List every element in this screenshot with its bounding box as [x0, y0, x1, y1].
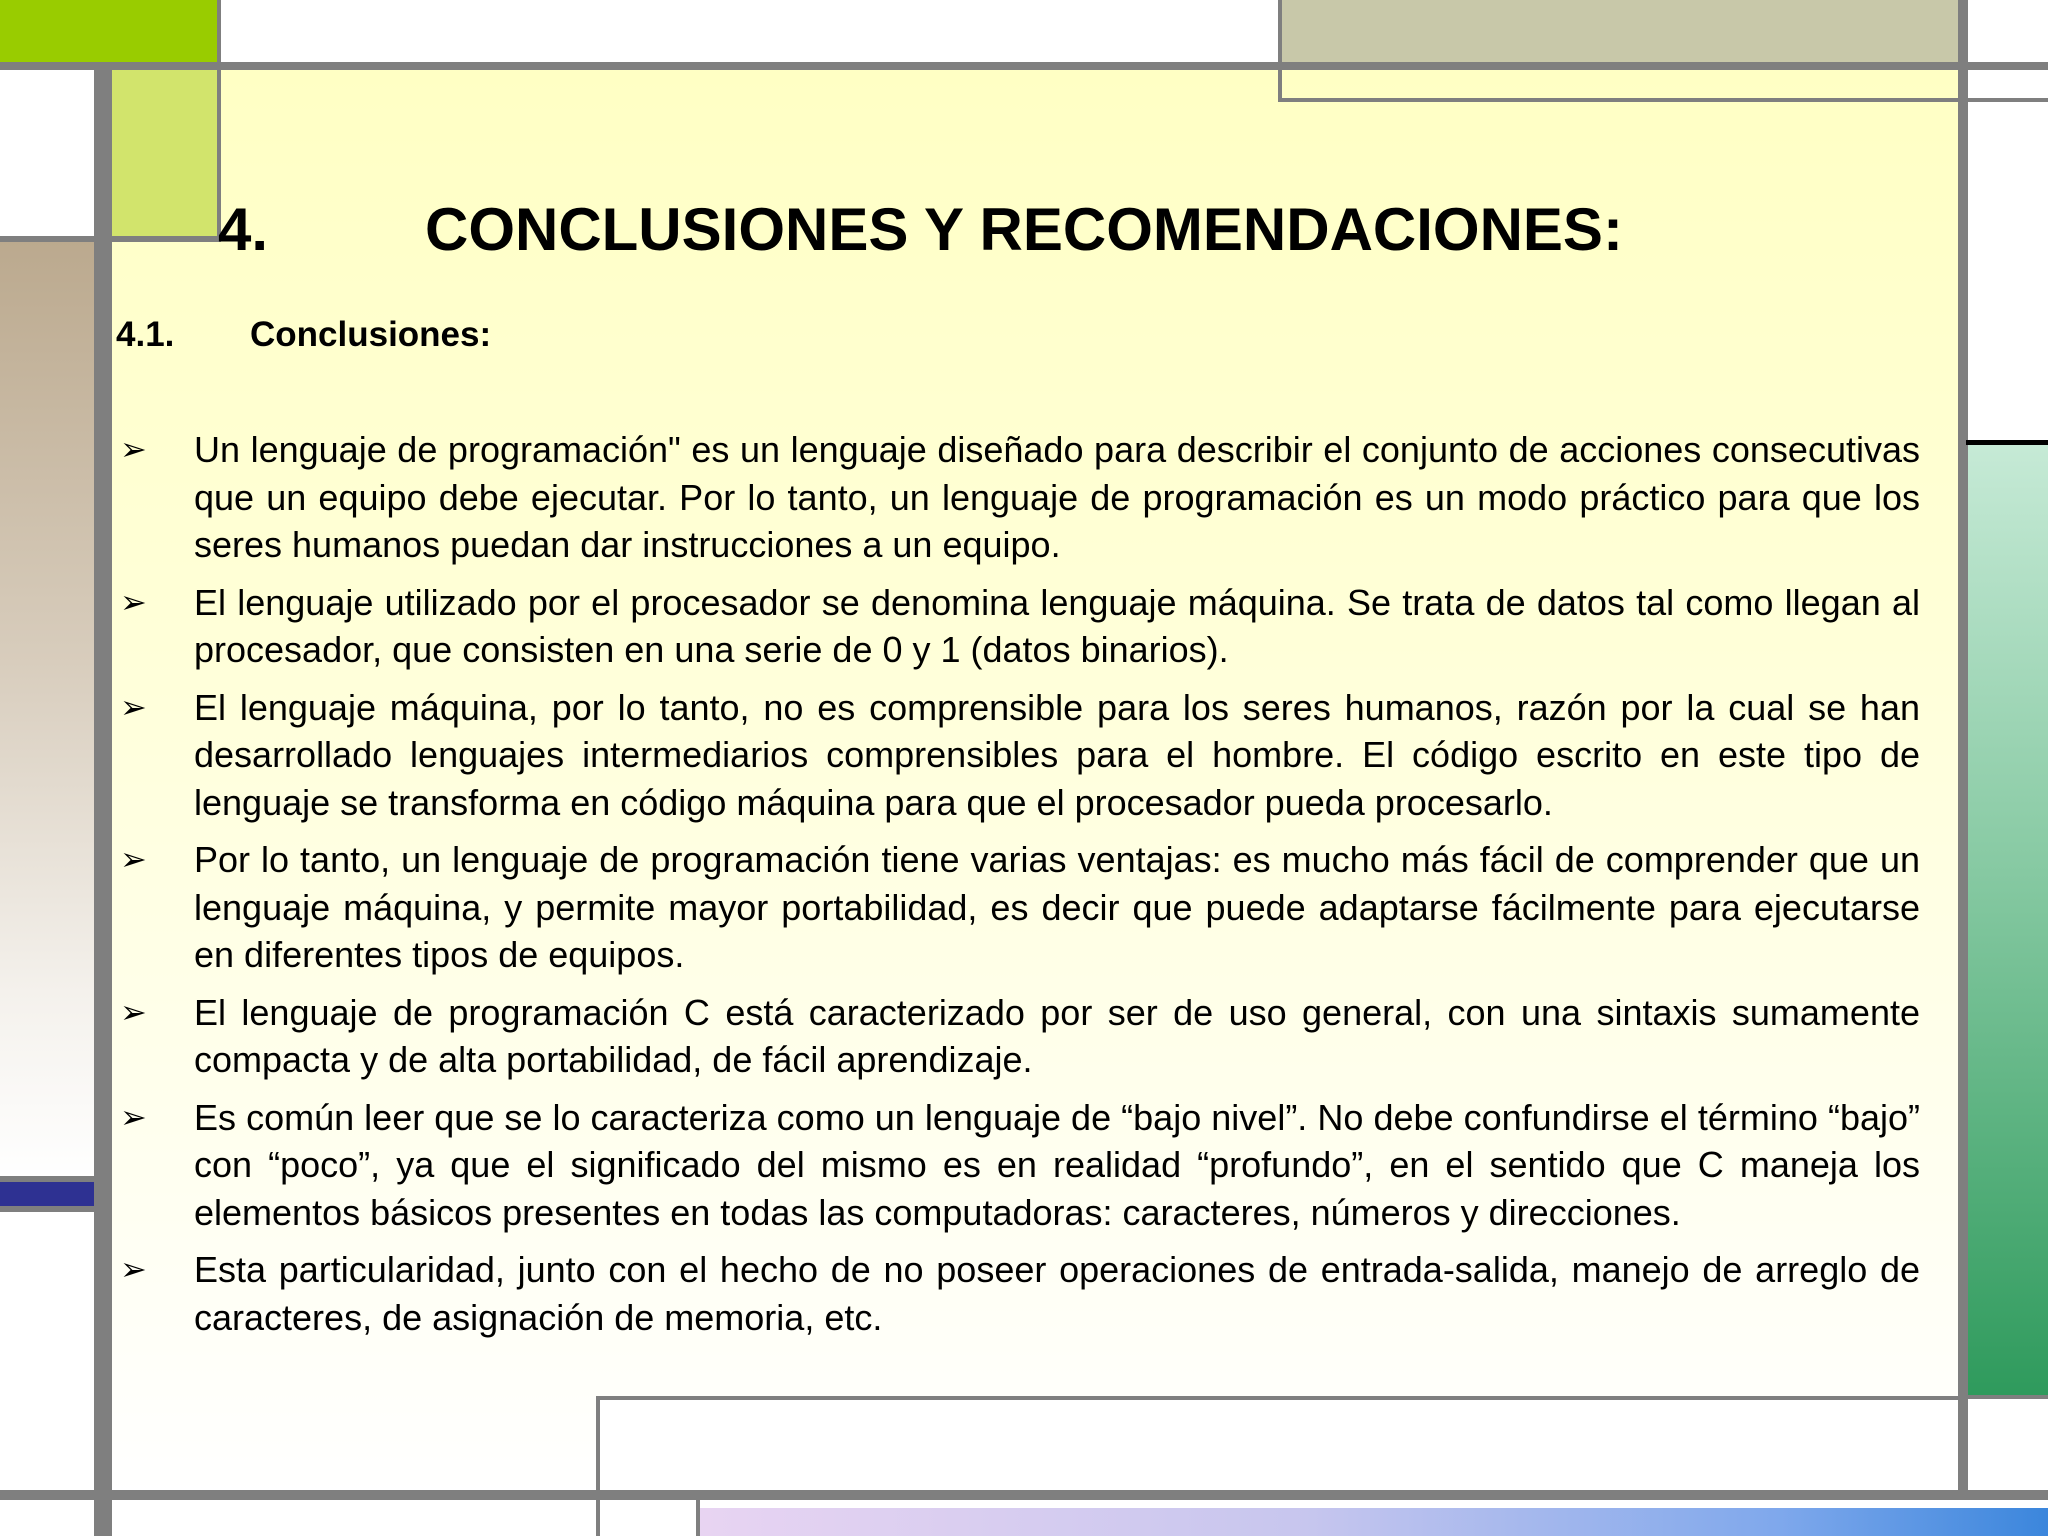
- list-item: [116, 579, 1920, 674]
- frame-line-box-left: [596, 1396, 600, 1536]
- green-gradient-strip: [1966, 444, 2048, 1398]
- list-item: [116, 426, 1920, 569]
- frame-line-right: [1958, 0, 1968, 1500]
- list-item: [116, 836, 1920, 979]
- bottom-gradient-strip: [700, 1508, 2048, 1536]
- title-number: 4.: [218, 196, 269, 263]
- lime-accent-block: [110, 68, 220, 240]
- list-item: [116, 684, 1920, 827]
- frame-line-strip-left: [696, 1498, 700, 1536]
- frame-line-blue-top: [0, 1176, 94, 1182]
- arrow-bullet-icon: ➢: [120, 1098, 147, 1135]
- arrow-bullet-icon: ➢: [120, 1251, 147, 1287]
- arrow-bullet-icon: ➢: [120, 431, 147, 467]
- frame-line-khaki-bottom: [1278, 98, 2048, 102]
- section-label: Conclusiones:: [250, 315, 492, 354]
- arrow-bullet-icon: ➢: [120, 583, 147, 620]
- arrow-bullet-icon: ➢: [120, 993, 147, 1030]
- section-heading: [116, 314, 491, 356]
- list-item: [116, 989, 1920, 1084]
- title-text: CONCLUSIONES Y RECOMENDACIONES:: [425, 196, 1623, 263]
- frame-line-green-bottom: [1966, 1395, 2048, 1399]
- bullet-text: El lenguaje de programación C está caracterizado por ser de uso general, con una sintaxis sumamente compacta y de alta portabilidad, de fácil aprendizaje.: [194, 991, 1920, 1080]
- black-divider-line: [1966, 440, 2048, 445]
- section-number: 4.1.: [116, 315, 175, 354]
- bullet-text: El lenguaje máquina, por lo tanto, no es comprensible para los seres humanos, razón por la cual se han desarrollado lenguajes intermediarios comprensibles para el hombre. El código escrito en este tipo de lenguaje se transforma en código máquina para que el procesador pueda procesarlo.: [194, 686, 1920, 823]
- list-item: [116, 1094, 1920, 1237]
- bottom-white-box: [598, 1398, 1958, 1494]
- bullet-text: Esta particularidad, junto con el hecho de no poseer operaciones de entrada-salida, manejo de arreglo de caracteres, de asignación de memoria, etc.: [194, 1249, 1920, 1338]
- frame-line-lime-bottom: [0, 236, 221, 242]
- frame-line-box-top: [596, 1396, 1960, 1400]
- slide-title: [218, 194, 1918, 266]
- bullet-text: Por lo tanto, un lenguaje de programación tiene varias ventajas: es mucho más fácil de comprender que un lenguaje máquina, y permite mayor portabilidad, es decir que puede adaptarse fácilmente para ejecutarse en diferentes tipos de equipos.: [194, 839, 1920, 975]
- khaki-top-block: [1282, 0, 1958, 66]
- frame-line-top: [0, 62, 2048, 70]
- bullet-text: Es común leer que se lo caracteriza como un lenguaje de “bajo nivel”. No debe confundirse el término “bajo” con “poco”, ya que el significado del mismo es en realidad “profundo”, en el sentido que C maneja los elementos básicos presentes en todas las computadoras: caracteres, números y direcciones.: [194, 1096, 1920, 1233]
- green-corner-block: [0, 0, 220, 66]
- list-item: [116, 1246, 1920, 1341]
- arrow-bullet-icon: ➢: [120, 841, 147, 877]
- frame-line-blue-bottom: [0, 1206, 94, 1212]
- arrow-bullet-icon: ➢: [120, 688, 147, 725]
- frame-line-khaki-left: [1278, 0, 1282, 102]
- bullet-text: Un lenguaje de programación" es un lenguaje diseñado para describir el conjunto de acciones consecutivas que un equipo debe ejecutar. Por lo tanto, un lenguaje de programación es un modo práctico para que los seres humanos puedan dar instrucciones a un equipo.: [194, 429, 1920, 565]
- tan-gradient-strip: [0, 240, 94, 1180]
- blue-accent-strip: [0, 1180, 94, 1208]
- frame-line-bottom: [0, 1490, 2048, 1500]
- bullet-text: El lenguaje utilizado por el procesador se denomina lenguaje máquina. Se trata de datos tal como llegan al procesador, que consisten en una serie de 0 y 1 (datos binarios).: [194, 581, 1920, 670]
- conclusions-list: [116, 426, 1920, 1351]
- frame-line-left: [94, 66, 112, 1536]
